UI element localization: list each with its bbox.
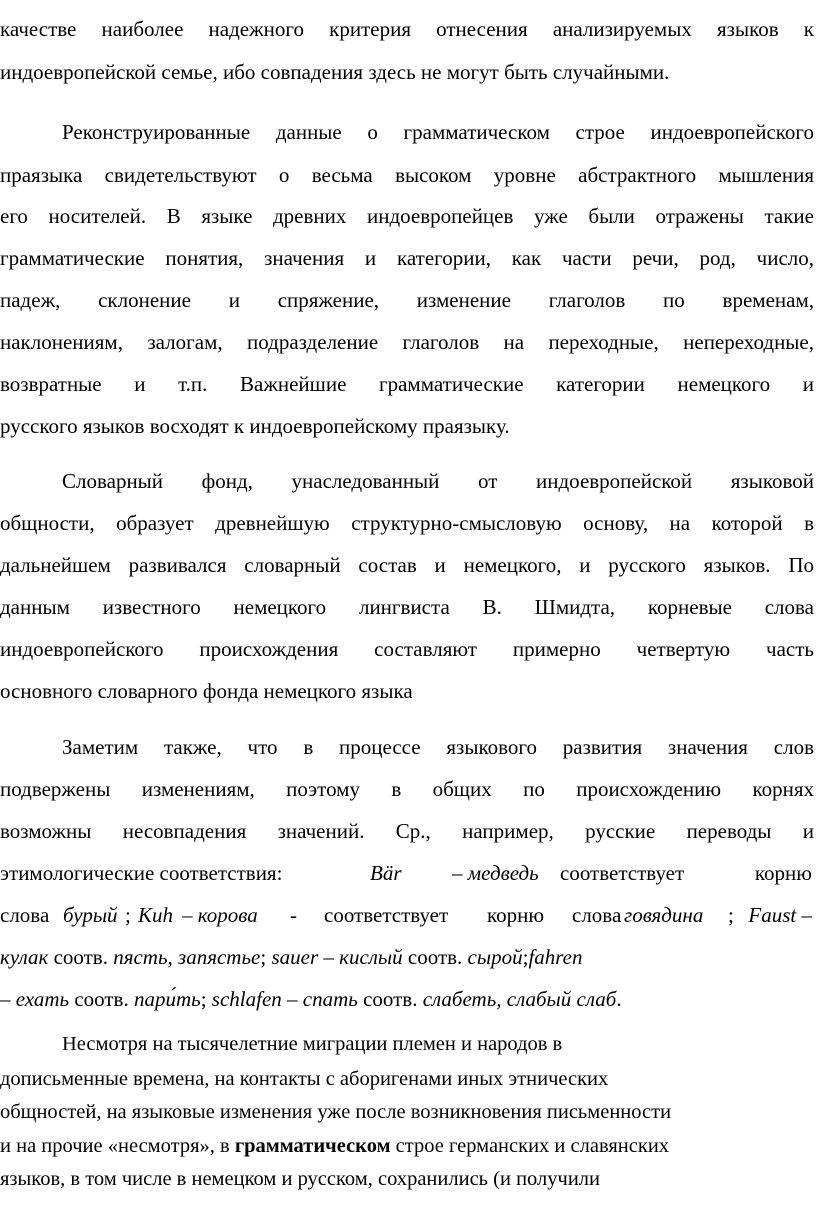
emphasized-word: грамматическом bbox=[234, 1135, 391, 1157]
text-line: падеж, склонение и спряжение, изменение глаголов по временам, bbox=[0, 288, 814, 312]
text-line bbox=[0, 1131, 814, 1161]
example-word: – медведь bbox=[452, 861, 539, 885]
text-line: индоевропейской семье, ибо совпадения здесь не могут быть случайными. bbox=[0, 60, 670, 84]
example-word: Kuh bbox=[138, 903, 174, 927]
example-word: – ехать bbox=[0, 987, 70, 1011]
example-word: – корова bbox=[182, 903, 258, 927]
text-fragment: ; bbox=[260, 945, 272, 969]
text-line bbox=[0, 942, 814, 972]
text-fragment: ; bbox=[522, 945, 529, 969]
example-word: Bär bbox=[370, 861, 402, 885]
text-fragment: корню bbox=[487, 903, 545, 927]
example-word: пари́ть bbox=[133, 987, 201, 1011]
example-word: Faust – bbox=[748, 903, 812, 927]
text-fragment: соотв. bbox=[48, 945, 114, 969]
text-line: грамматические понятия, значения и категории, как части речи, род, число, bbox=[0, 246, 814, 270]
text-fragment: соответствует bbox=[324, 903, 449, 927]
example-word: кулак bbox=[0, 945, 49, 969]
text-fragment: , bbox=[167, 945, 179, 969]
text-line: языков, в том числе в немецком и русском, сохранились (и получили bbox=[0, 1168, 600, 1190]
example-word: запястье bbox=[178, 945, 261, 969]
paragraph-first-line: Несмотря на тысячелетние миграции племен и народов в bbox=[62, 1033, 563, 1055]
example-word: sauer – кислый bbox=[271, 945, 403, 969]
text-line: праязыка свидетельствуют о весьма высоком уровне абстрактного мышления bbox=[0, 163, 814, 187]
text-fragment: ; bbox=[200, 987, 212, 1011]
text-fragment: соответствует bbox=[560, 861, 685, 885]
text-line: индоевропейского происхождения составляют примерно четвертую часть bbox=[0, 637, 814, 661]
text-line bbox=[0, 858, 814, 888]
paragraph-first-line: Словарный фонд, унаследованный от индоевропейской языковой bbox=[62, 469, 814, 493]
text-line: дальнейшем развивался словарный состав и немецкого, и русского языков. По bbox=[0, 553, 814, 577]
text-fragment: . bbox=[616, 987, 622, 1011]
text-line: возвратные и т.п. Важнейшие грамматические категории немецкого и bbox=[0, 372, 814, 396]
example-word: сырой bbox=[467, 945, 523, 969]
text-line: общности, образует древнейшую структурно-смысловую основу, на которой в bbox=[0, 511, 814, 535]
text-line: возможны несовпадения значений. Ср., например, русские переводы и bbox=[0, 819, 814, 843]
text-fragment: - bbox=[290, 903, 297, 927]
text-fragment: соотв. bbox=[69, 987, 134, 1011]
text-fragment: слова bbox=[0, 903, 50, 927]
text-line bbox=[0, 900, 814, 930]
text-line: его носителей. В языке древних индоевропейцев уже были отражены такие bbox=[0, 204, 814, 228]
text-fragment: ; bbox=[728, 903, 734, 927]
text-line: общностей, на языковые изменения уже после возникновения письменности bbox=[0, 1101, 672, 1123]
text-fragment: ; bbox=[125, 903, 131, 927]
text-line: наклонениям, залогам, подразделение глаголов на переходные, непереходные, bbox=[0, 330, 814, 354]
text-fragment: соотв. bbox=[402, 945, 468, 969]
text-line bbox=[0, 984, 814, 1014]
text-line: подвержены изменениям, поэтому в общих по происхождению корнях bbox=[0, 777, 814, 801]
text-fragment: этимологические соответствия: bbox=[0, 861, 283, 885]
text-fragment: корню bbox=[754, 861, 812, 885]
text-line: данным известного немецкого лингвиста В. Шмидта, корневые слова bbox=[0, 595, 814, 619]
text-line: качестве наиболее надежного критерия отнесения анализируемых языков к bbox=[0, 17, 814, 41]
text-line: русского языков восходят к индоевропейскому праязыку. bbox=[0, 414, 510, 438]
text-fragment: и на прочие «несмотря», в bbox=[0, 1135, 235, 1157]
paragraph-first-line: Заметим также, что в процессе языкового развития значения слов bbox=[62, 735, 814, 759]
example-word: schlafen – спать bbox=[211, 987, 358, 1011]
text-line: основного словарного фонда немецкого языка bbox=[0, 679, 413, 703]
text-fragment: соотв. bbox=[357, 987, 423, 1011]
example-word: слабеть, слабый слаб bbox=[422, 987, 617, 1011]
example-word: пясть bbox=[113, 945, 168, 969]
example-word: fahren bbox=[528, 945, 583, 969]
text-line: дописьменные времена, на контакты с аборигенами иных этнических bbox=[0, 1068, 609, 1090]
text-fragment: строе германских и славянских bbox=[390, 1135, 670, 1157]
paragraph-first-line: Реконструированные данные о грамматическом строе индоевропейского bbox=[62, 120, 814, 144]
text-fragment: слова bbox=[572, 903, 622, 927]
example-word: говядина bbox=[624, 903, 704, 927]
example-word: бурый bbox=[63, 903, 118, 927]
